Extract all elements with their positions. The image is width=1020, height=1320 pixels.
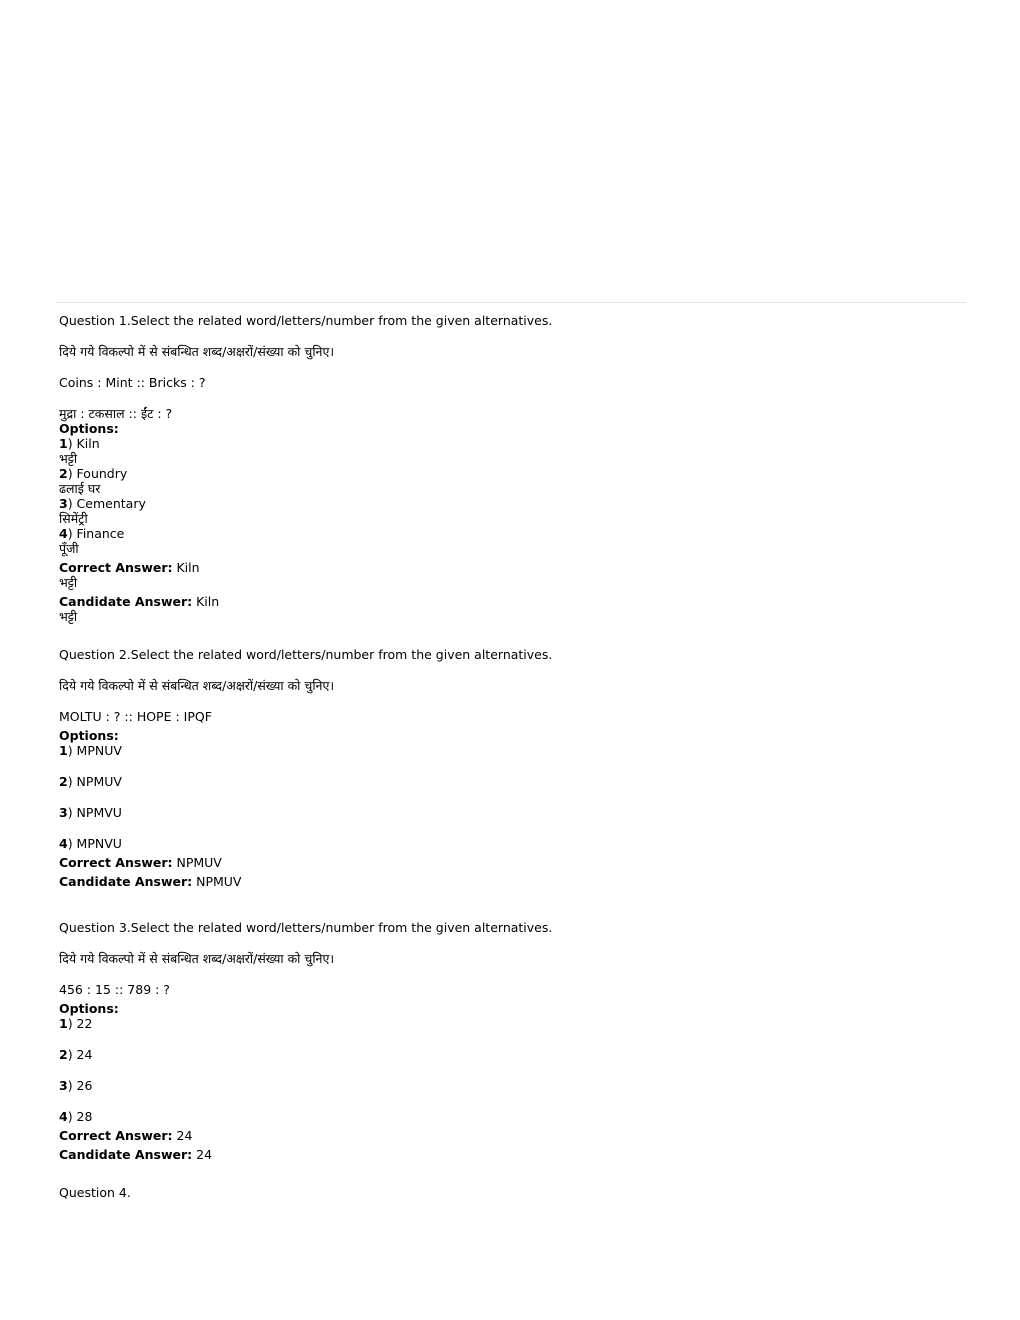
options-label: Options: — [59, 728, 119, 743]
question-title: Question 1.Select the related word/letters/number from the given alternatives. — [59, 313, 553, 328]
option-text: ) Kiln — [67, 436, 100, 451]
option-number: 2 — [59, 1047, 68, 1062]
hindi-instruction: दिये गये विकल्पो में से संबन्धित शब्द/अक्षरों/संख्या को चुनिए। — [59, 344, 335, 359]
candidate-answer-value: Kiln — [192, 594, 220, 609]
hindi-instruction: दिये गये विकल्पो में से संबन्धित शब्द/अक्षरों/संख्या को चुनिए। — [59, 678, 335, 693]
question-title: Question 2.Select the related word/letters/number from the given alternatives. — [59, 647, 553, 662]
option-text: ) MPNUV — [67, 743, 122, 758]
question-statement: MOLTU : ? :: HOPE : IPQF — [59, 709, 212, 724]
option-text: ) Cementary — [67, 496, 146, 511]
option-number: 3 — [59, 1078, 68, 1093]
option-number: 1 — [59, 743, 68, 758]
option-text: ) NPMUV — [67, 774, 122, 789]
correct-answer — [59, 560, 964, 575]
option-text: ) Finance — [67, 526, 125, 541]
option-3 — [59, 805, 964, 820]
option-3 — [59, 1078, 964, 1093]
question-statement: 456 : 15 :: 789 : ? — [59, 982, 170, 997]
candidate-answer-hindi: भट्टी — [59, 609, 78, 624]
option-number: 1 — [59, 436, 68, 451]
option-text: ) Foundry — [67, 466, 128, 481]
option-text: ) 24 — [67, 1047, 93, 1062]
option-number: 4 — [59, 836, 68, 851]
option-1 — [59, 1016, 964, 1031]
option-4 — [59, 836, 964, 851]
question-title: Question 4. — [59, 1185, 131, 1200]
option-2 — [59, 466, 964, 481]
page-divider — [56, 302, 966, 303]
option-number: 3 — [59, 805, 68, 820]
correct-answer — [59, 855, 964, 870]
option-text: ) NPMVU — [67, 805, 122, 820]
candidate-answer — [59, 1147, 964, 1162]
correct-answer-hindi: भट्टी — [59, 575, 78, 590]
question-statement: Coins : Mint :: Bricks : ? — [59, 375, 206, 390]
option-4 — [59, 526, 964, 541]
correct-answer-value: Kiln — [172, 560, 200, 575]
option-1-hindi: भट्टी — [59, 451, 78, 466]
option-number: 2 — [59, 466, 68, 481]
option-number: 4 — [59, 1109, 68, 1124]
option-number: 2 — [59, 774, 68, 789]
option-3-hindi: सिमेंट्री — [59, 511, 88, 526]
option-text: ) 28 — [67, 1109, 93, 1124]
question-2 — [59, 647, 964, 889]
option-2-hindi: ढलाई घर — [59, 481, 101, 496]
candidate-answer-label: Candidate Answer: — [59, 594, 193, 609]
option-1 — [59, 743, 964, 758]
option-2 — [59, 1047, 964, 1062]
correct-answer-label: Correct Answer: — [59, 855, 173, 870]
option-2 — [59, 774, 964, 789]
question-document — [59, 313, 964, 1200]
question-1 — [59, 313, 964, 624]
correct-answer-label: Correct Answer: — [59, 1128, 173, 1143]
correct-answer — [59, 1128, 964, 1143]
option-number: 3 — [59, 496, 68, 511]
option-text: ) 26 — [67, 1078, 93, 1093]
option-text: ) MPNVU — [67, 836, 122, 851]
question-3 — [59, 920, 964, 1162]
candidate-answer-value: NPMUV — [192, 874, 242, 889]
correct-answer-value: 24 — [172, 1128, 193, 1143]
candidate-answer — [59, 594, 964, 609]
option-number: 1 — [59, 1016, 68, 1031]
option-1 — [59, 436, 964, 451]
option-text: ) 22 — [67, 1016, 93, 1031]
option-4 — [59, 1109, 964, 1124]
candidate-answer — [59, 874, 964, 889]
correct-answer-value: NPMUV — [172, 855, 222, 870]
question-4 — [59, 1185, 964, 1200]
question-statement-hindi: मुद्रा : टकसाल :: ईंट : ? — [59, 406, 173, 421]
candidate-answer-label: Candidate Answer: — [59, 1147, 193, 1162]
candidate-answer-label: Candidate Answer: — [59, 874, 193, 889]
question-title: Question 3.Select the related word/letters/number from the given alternatives. — [59, 920, 553, 935]
options-label: Options: — [59, 421, 119, 436]
hindi-instruction: दिये गये विकल्पो में से संबन्धित शब्द/अक्षरों/संख्या को चुनिए। — [59, 951, 335, 966]
correct-answer-label: Correct Answer: — [59, 560, 173, 575]
option-4-hindi: पूँजी — [59, 541, 79, 556]
options-label: Options: — [59, 1001, 119, 1016]
option-number: 4 — [59, 526, 68, 541]
candidate-answer-value: 24 — [192, 1147, 213, 1162]
option-3 — [59, 496, 964, 511]
